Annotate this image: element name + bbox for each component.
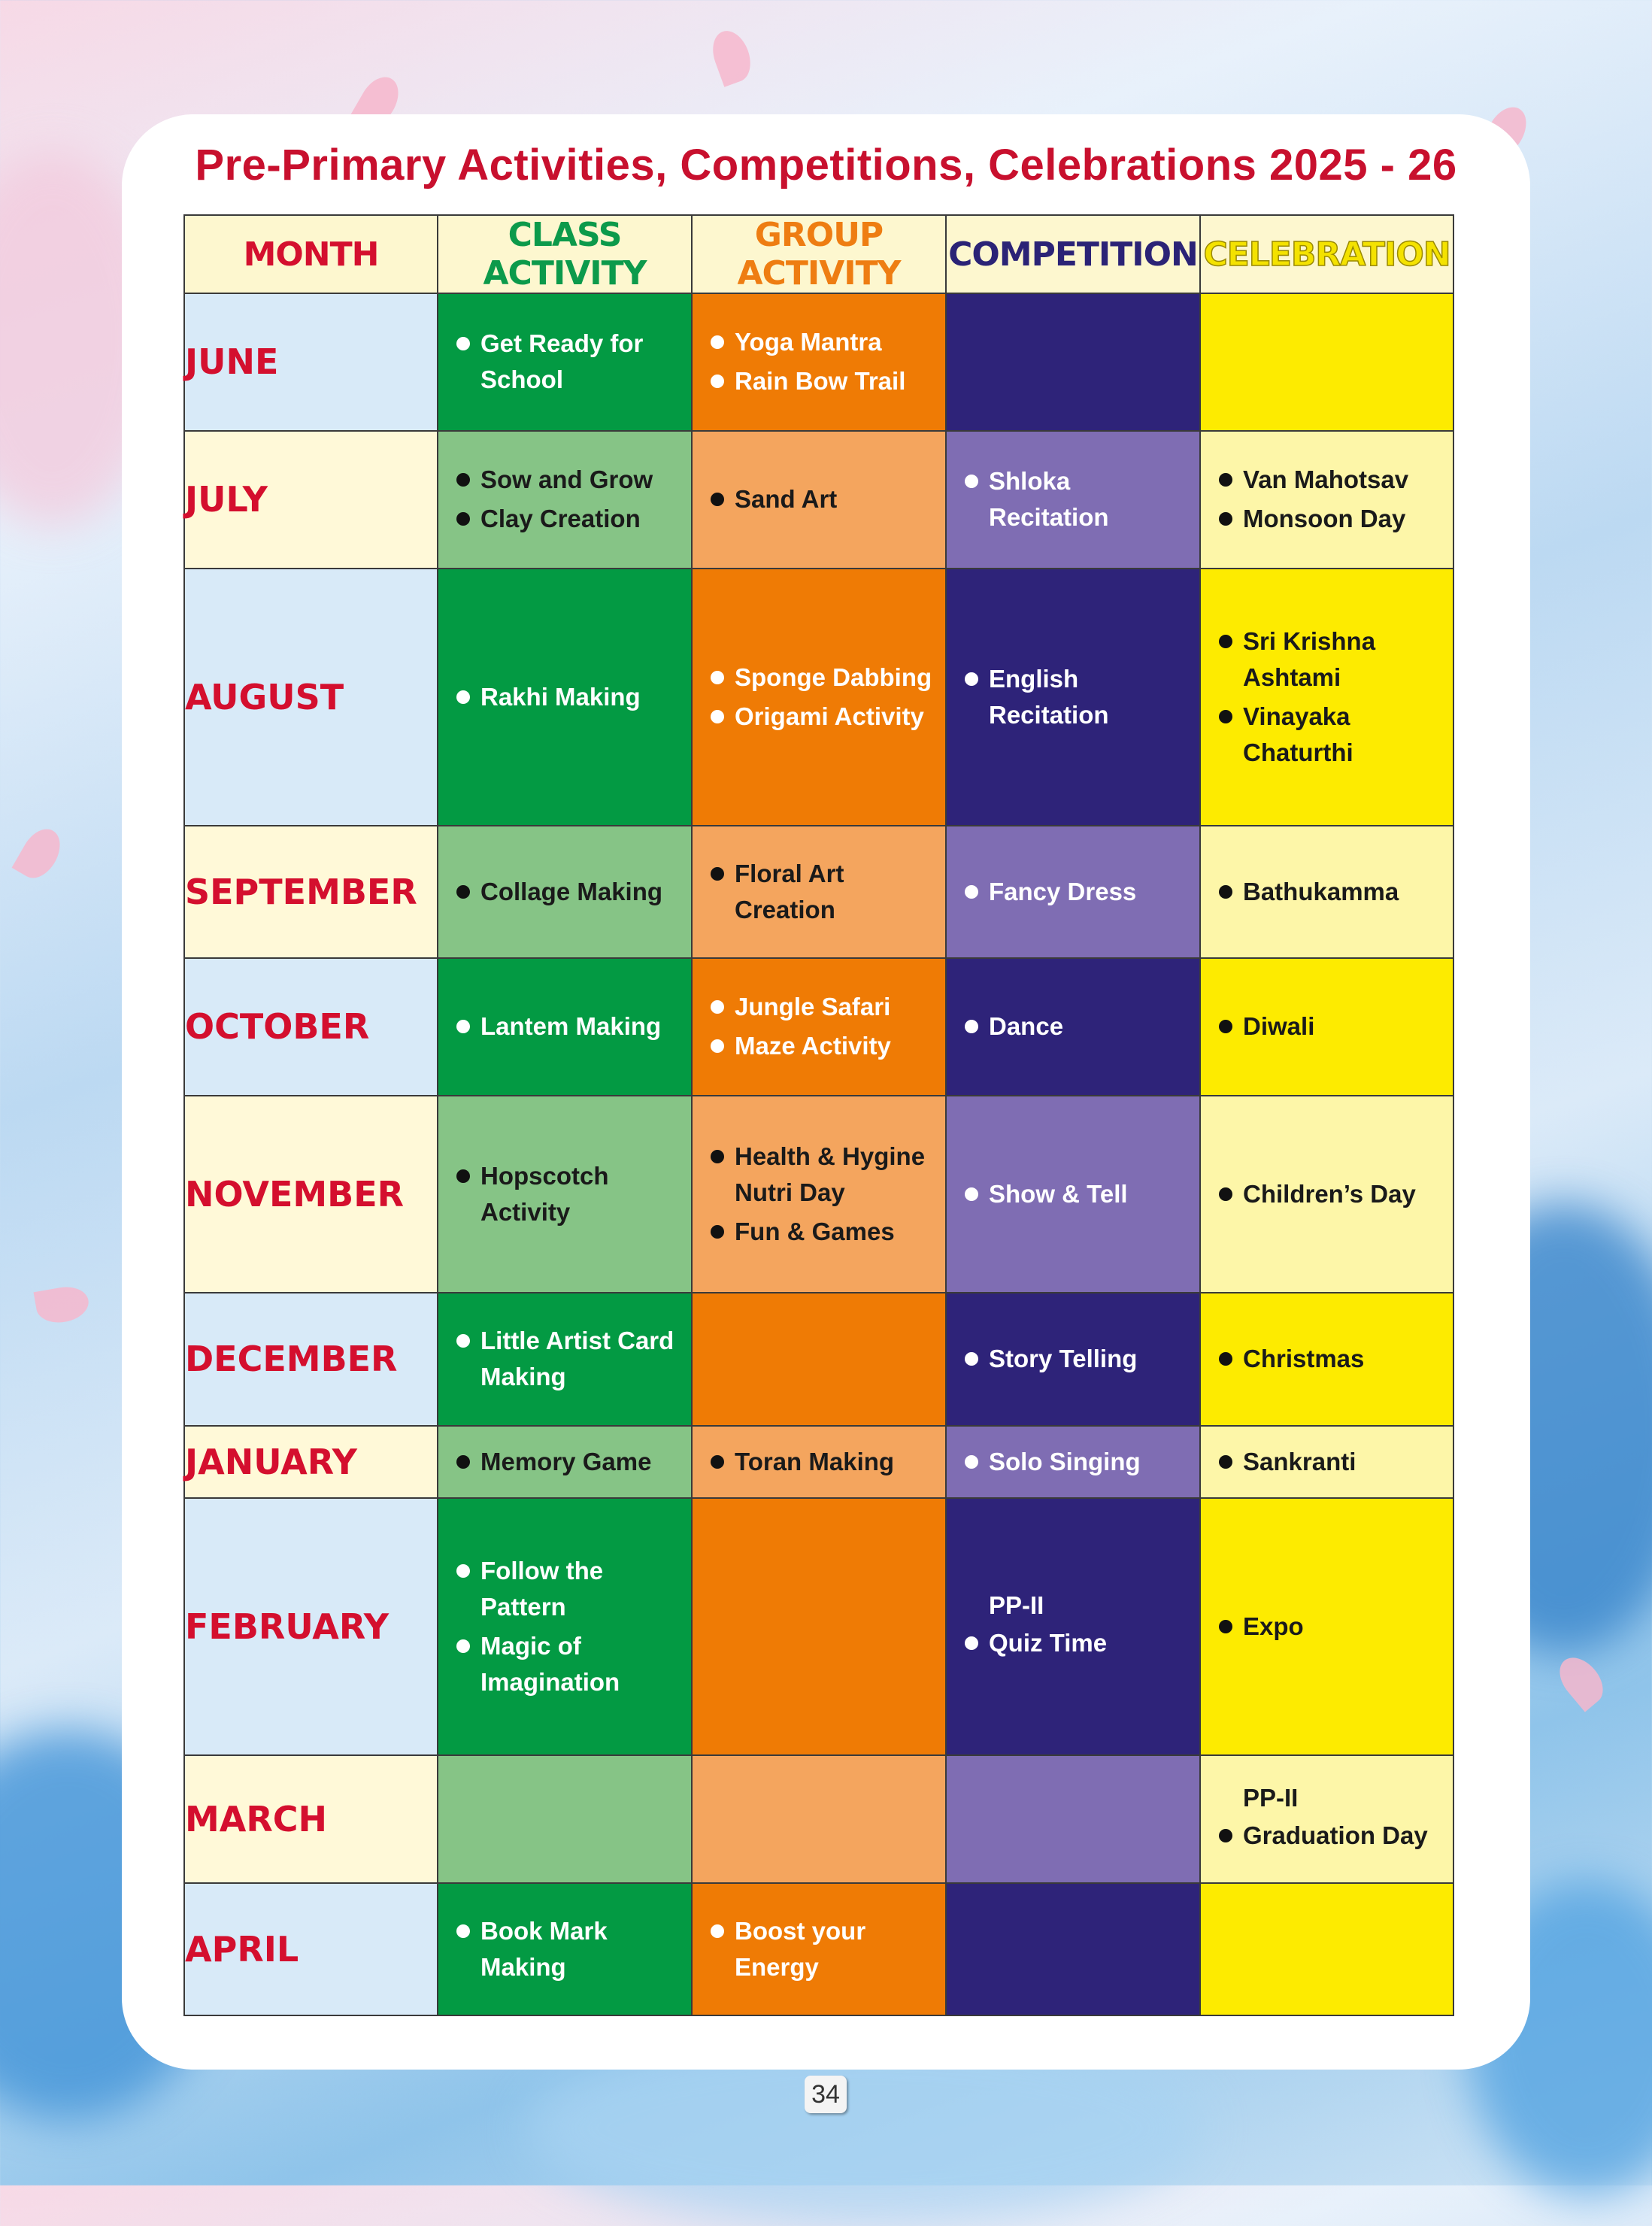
class-level-label: PP-II — [1243, 1784, 1299, 1812]
competition-cell — [946, 1293, 1200, 1425]
group-activity-cell — [692, 1755, 946, 1883]
activity-item: Sand Art — [706, 481, 939, 517]
activity-list — [1201, 1818, 1453, 1854]
competition-cell — [946, 1498, 1200, 1755]
table-row — [184, 1755, 1453, 1883]
header-group-activity: GROUP ACTIVITY — [692, 215, 946, 293]
activity-list — [438, 679, 691, 715]
celebration-cell — [1200, 826, 1453, 958]
activity-item: Jungle Safari — [706, 989, 939, 1025]
activity-list — [1201, 1008, 1453, 1045]
competition-cell — [946, 1096, 1200, 1293]
table-row — [184, 958, 1453, 1096]
month-cell: MARCH — [184, 1755, 438, 1883]
activity-item: Van Mahotsav — [1214, 462, 1447, 498]
header-competition: COMPETITION — [946, 215, 1200, 293]
activity-item: Memory Game — [452, 1444, 685, 1480]
class-activity-cell — [438, 1883, 692, 2015]
table-row — [184, 1498, 1453, 1755]
activity-item: Floral Art Creation — [706, 856, 939, 928]
activity-list — [693, 1444, 945, 1480]
group-activity-cell — [692, 1096, 946, 1293]
activity-item: Solo Singing — [960, 1444, 1193, 1480]
activity-list — [1201, 874, 1453, 910]
page-title: Pre-Primary Activities, Competitions, Celebrations 2025 - 26 — [195, 141, 1457, 190]
activity-list — [1201, 1609, 1453, 1645]
competition-cell — [946, 1883, 1200, 2015]
table-row — [184, 1293, 1453, 1425]
activity-list — [693, 1913, 945, 1985]
competition-cell — [946, 958, 1200, 1096]
month-cell: JANUARY — [184, 1426, 438, 1498]
group-activity-cell — [692, 293, 946, 431]
activity-list — [438, 1323, 691, 1395]
activity-item: Christmas — [1214, 1341, 1447, 1377]
class-activity-cell — [438, 569, 692, 826]
activity-list — [438, 1008, 691, 1045]
activity-item: Health & Hygine Nutri Day — [706, 1139, 939, 1211]
activity-table — [183, 214, 1454, 2016]
activity-item: Toran Making — [706, 1444, 939, 1480]
activity-list — [438, 1158, 691, 1230]
class-activity-cell — [438, 1293, 692, 1425]
activity-list — [693, 324, 945, 399]
month-cell: OCTOBER — [184, 958, 438, 1096]
group-activity-cell — [692, 1498, 946, 1755]
celebration-cell — [1200, 1293, 1453, 1425]
activity-list — [1201, 1444, 1453, 1480]
celebration-cell — [1200, 431, 1453, 569]
class-level-label: PP-II — [989, 1591, 1044, 1620]
header-month: MONTH — [184, 215, 438, 293]
header-class-activity: CLASS ACTIVITY — [438, 215, 692, 293]
group-activity-cell — [692, 958, 946, 1096]
activity-item: Fancy Dress — [960, 874, 1193, 910]
table-body — [184, 293, 1453, 2015]
activity-item: Sri Krishna Ashtami — [1214, 623, 1447, 696]
celebration-cell — [1200, 958, 1453, 1096]
activity-item: Get Ready for School — [452, 326, 685, 398]
activity-list — [693, 989, 945, 1064]
month-cell: SEPTEMBER — [184, 826, 438, 958]
activity-item: Dance — [960, 1008, 1193, 1045]
activity-item: Monsoon Day — [1214, 501, 1447, 537]
activity-list — [438, 874, 691, 910]
class-activity-cell — [438, 1096, 692, 1293]
petal-decoration — [12, 822, 68, 885]
group-activity-cell — [692, 569, 946, 826]
activity-item: Sponge Dabbing — [706, 660, 939, 696]
activity-list — [693, 856, 945, 928]
activity-list — [947, 874, 1199, 910]
petal-decoration — [706, 26, 756, 87]
competition-cell — [946, 431, 1200, 569]
celebration-cell — [1200, 293, 1453, 431]
month-cell: NOVEMBER — [184, 1096, 438, 1293]
activity-item: Book Mark Making — [452, 1913, 685, 1985]
table-row — [184, 431, 1453, 569]
activity-list — [1201, 1341, 1453, 1377]
petal-decoration — [1551, 1649, 1611, 1712]
class-activity-cell — [438, 958, 692, 1096]
activity-item: Sankranti — [1214, 1444, 1447, 1480]
month-cell: APRIL — [184, 1883, 438, 2015]
activity-list — [438, 1553, 691, 1700]
activity-list — [438, 326, 691, 398]
group-activity-cell — [692, 1293, 946, 1425]
group-activity-cell — [692, 431, 946, 569]
month-cell: FEBRUARY — [184, 1498, 438, 1755]
page-number: 34 — [805, 2076, 847, 2113]
competition-cell — [946, 1755, 1200, 1883]
celebration-cell — [1200, 1498, 1453, 1755]
table-row — [184, 826, 1453, 958]
activity-item: Rakhi Making — [452, 679, 685, 715]
activity-list — [1201, 1176, 1453, 1212]
group-activity-cell — [692, 1883, 946, 2015]
activity-list — [947, 1625, 1199, 1661]
activity-item: Maze Activity — [706, 1028, 939, 1064]
class-activity-cell — [438, 1426, 692, 1498]
activity-list — [438, 1913, 691, 1985]
activity-item: Origami Activity — [706, 699, 939, 735]
activity-list — [693, 1139, 945, 1250]
class-activity-cell — [438, 293, 692, 431]
activity-item: Show & Tell — [960, 1176, 1193, 1212]
competition-cell — [946, 1426, 1200, 1498]
activity-item: Clay Creation — [452, 501, 685, 537]
activity-list — [947, 1444, 1199, 1480]
header-celebration: CELEBRATION — [1200, 215, 1453, 293]
activity-item: Follow the Pattern — [452, 1553, 685, 1625]
activity-list — [438, 462, 691, 537]
table-row — [184, 1883, 1453, 2015]
activity-list — [1201, 623, 1453, 771]
celebration-cell — [1200, 1096, 1453, 1293]
competition-cell — [946, 569, 1200, 826]
class-activity-cell — [438, 826, 692, 958]
activity-item: Story Telling — [960, 1341, 1193, 1377]
activity-list — [947, 463, 1199, 535]
activity-item: Vinayaka Chaturthi — [1214, 699, 1447, 771]
activity-list — [947, 1341, 1199, 1377]
activity-item: Rain Bow Trail — [706, 363, 939, 399]
celebration-cell — [1200, 1426, 1453, 1498]
activity-item: Shloka Recitation — [960, 463, 1193, 535]
activity-item: Little Artist Card Making — [452, 1323, 685, 1395]
month-cell: JULY — [184, 431, 438, 569]
activity-list — [947, 1008, 1199, 1045]
month-cell: AUGUST — [184, 569, 438, 826]
activity-item: Yoga Mantra — [706, 324, 939, 360]
activity-item: Bathukamma — [1214, 874, 1447, 910]
activity-item: Quiz Time — [960, 1625, 1193, 1661]
group-activity-cell — [692, 826, 946, 958]
activity-item: Fun & Games — [706, 1214, 939, 1250]
table-row — [184, 293, 1453, 431]
activity-item: Magic of Imagination — [452, 1628, 685, 1700]
month-cell: JUNE — [184, 293, 438, 431]
table-row — [184, 1096, 1453, 1293]
class-activity-cell — [438, 431, 692, 569]
table-row — [184, 1426, 1453, 1498]
activity-item: Children’s Day — [1214, 1176, 1447, 1212]
competition-cell — [946, 293, 1200, 431]
competition-cell — [946, 826, 1200, 958]
activity-list — [438, 1444, 691, 1480]
table-header-row — [184, 215, 1453, 293]
table-row — [184, 569, 1453, 826]
celebration-cell — [1200, 569, 1453, 826]
celebration-cell — [1200, 1755, 1453, 1883]
activity-item: Collage Making — [452, 874, 685, 910]
class-activity-cell — [438, 1755, 692, 1883]
activity-list — [693, 481, 945, 517]
activity-item: Graduation Day — [1214, 1818, 1447, 1854]
activity-item: Expo — [1214, 1609, 1447, 1645]
group-activity-cell — [692, 1426, 946, 1498]
activity-item: Boost your Energy — [706, 1913, 939, 1985]
activity-item: Hopscotch Activity — [452, 1158, 685, 1230]
activity-item: Sow and Grow — [452, 462, 685, 498]
activity-item: Diwali — [1214, 1008, 1447, 1045]
class-activity-cell — [438, 1498, 692, 1755]
activity-item: Lantem Making — [452, 1008, 685, 1045]
activity-list — [693, 660, 945, 735]
celebration-cell — [1200, 1883, 1453, 2015]
activity-list — [947, 1176, 1199, 1212]
petal-decoration — [34, 1283, 92, 1326]
month-cell: DECEMBER — [184, 1293, 438, 1425]
activity-item: English Recitation — [960, 661, 1193, 733]
activity-list — [1201, 462, 1453, 537]
activity-list — [947, 661, 1199, 733]
